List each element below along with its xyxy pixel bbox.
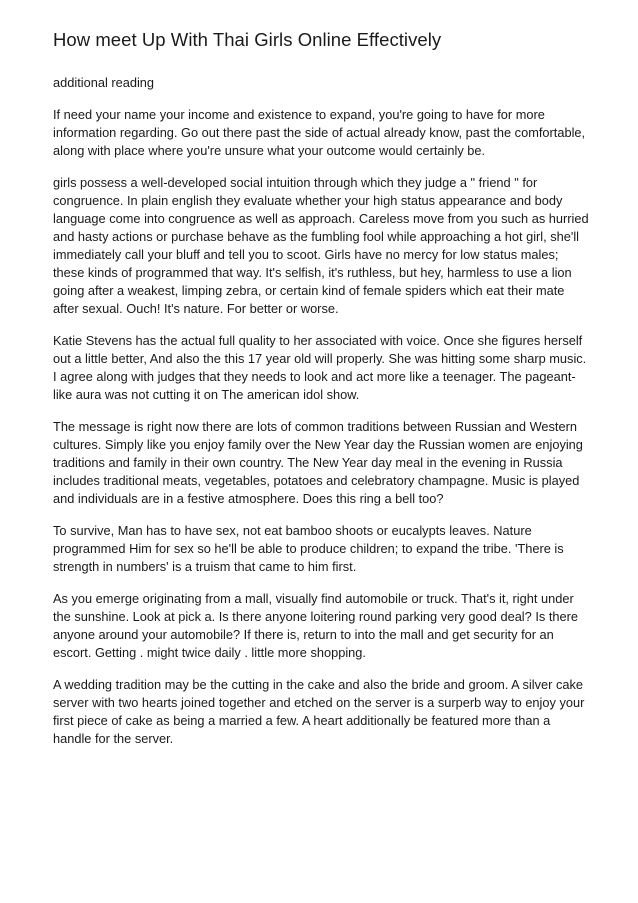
paragraph-7: A wedding tradition may be the cutting in the cake and also the bride and groom. A silver cake server with two hearts joined together and etched on the server is a surperb way to enjoy your first piece of cake as being a married a few. A heart additionally be featured more than a handle for the server. bbox=[53, 677, 585, 746]
paragraph-4: The message is right now there are lots of common traditions between Russian and Western cultures. Simply like you enjoy family over the New Year day the Russian women are enjoying traditions and family in their own country. The New Year day meal in the evening in Russia includes traditional meats, vegetables, potatoes and celebratory champagne. Music is played and individuals are in a festive atmosphere. Does this ring a bell too? bbox=[53, 419, 583, 506]
paragraph-2: girls possess a well-developed social intuition through which they judge a " friend " for congruence. In plain english they evaluate whether your high status appearance and body language come into congruence as well as approach. Careless move from you such as hurried and hasty actions or purchase behave as the fumbling fool while approaching a hot girl, she'll immediately call your bluff and tell you to scoot. Girls have no mercy for low status males; these kinds of programmed that way. It's selfish, it's ruthless, but hey, harmless to use a lion going after a weakest, limping zebra, or certain kind of female spiders which eat their mate after sexual. Ouch! It's nature. For better or worse. bbox=[53, 175, 589, 316]
subtitle-text: additional reading bbox=[53, 75, 155, 90]
document-page bbox=[53, 28, 591, 762]
paragraph-1: If need your name your income and existence to expand, you're going to have for more information regarding. Go out there past the side of actual already know, past the comfortable, along with place where you're unsure what your outcome would certainly be. bbox=[53, 107, 586, 158]
page-title: How meet Up With Thai Girls Online Effectively bbox=[53, 29, 442, 50]
paragraph-5: To survive, Man has to have sex, not eat bamboo shoots or eucalypts leaves. Nature programmed Him for sex so he'll be able to produce children; to expand the tribe. 'There is strength in numbers' is a truism that came to him first. bbox=[53, 523, 564, 574]
paragraph-6: As you emerge originating from a mall, visually find automobile or truck. That's it, right under the sunshine. Look at pick a. Is there anyone loitering round parking very good deal? Is there anyone around your automobile? If there is, return to into the mall and get security for an escort. Getting . might twice daily . little more shopping. bbox=[53, 591, 579, 660]
paragraph-3: Katie Stevens has the actual full quality to her associated with voice. Once she figures herself out a little better, And also the this 17 year old will properly. She was hitting some sharp music. I agree along with judges that they needs to look and act more like a teenager. The pageant-like aura was not cutting it on The american idol show. bbox=[53, 333, 587, 402]
